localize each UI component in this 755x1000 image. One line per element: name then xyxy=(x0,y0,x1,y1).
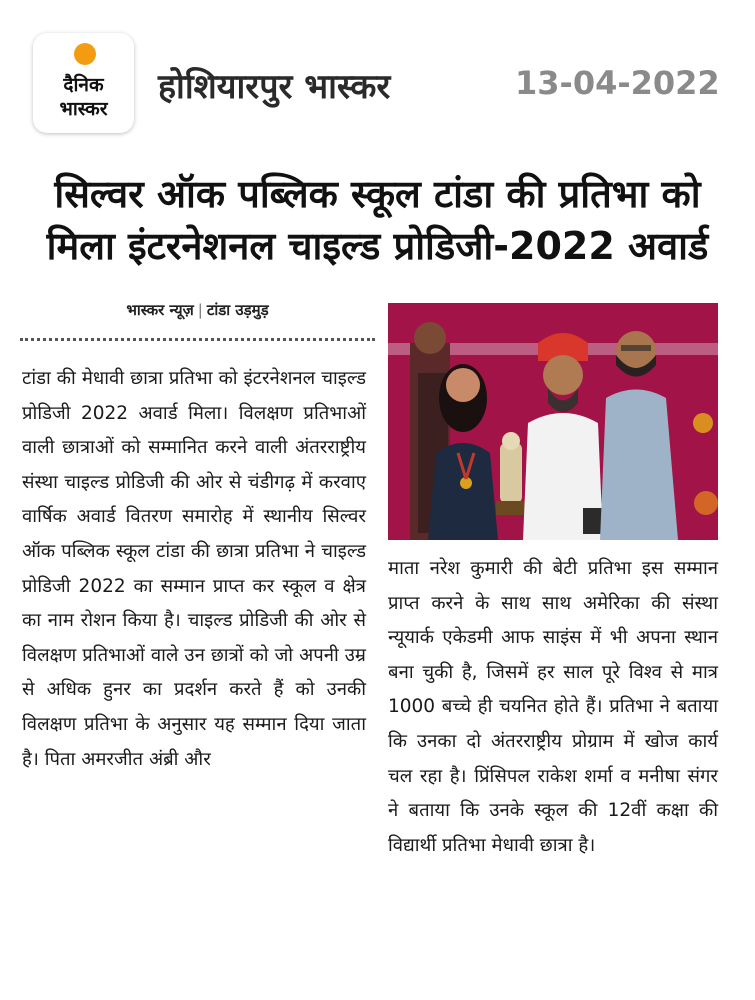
byline-location: टांडा उड़मुड़ xyxy=(206,301,269,319)
award-ceremony-photo xyxy=(388,303,718,540)
article-headline: सिल्वर ऑक पब्लिक स्कूल टांडा की प्रतिभा को मिला इंटरनेशनल चाइल्ड प्रोडिजी-2022 अवार्ड xyxy=(46,172,709,268)
byline-separator: | xyxy=(197,301,203,319)
page-header xyxy=(0,0,755,150)
logo-text-line1: दैनिक xyxy=(63,74,104,96)
dainik-bhaskar-logo[interactable] xyxy=(33,33,134,133)
article-body-left-column: टांडा की मेधावी छात्रा प्रतिभा को इंटरनेशनल चाइल्ड प्रोडिजी 2022 अवार्ड मिला। विलक्षण प्रतिभाओं वाली छात्राओं को सम्मानित करने वाली अंतरराष्ट्रीय संस्था चाइल्ड प्रोडिजी की ओर से चंडीगढ़ में करवाए वार्षिक अवार्ड वितरण समारोह में स्थानीय सिल्वर ऑक पब्लिक स्कूल टांडा की छात्रा प्रतिभा ने चाइल्ड प्रोडिजी 2022 का सम्मान प्राप्त कर स्कूल व क्षेत्र का नाम रोशन किया है। चाइल्ड प्रोडिजी की ओर से विलक्षण प्रतिभाओं वाले उन छात्रों को जो अपनी उम्र से अधिक हुनर का प्रदर्शन करते हैं को उनकी विलक्षण प्रतिभा के अनुसार यह सम्मान दिया जाता है। पिता अमरजीत अंब्री और xyxy=(22,368,366,770)
logo-text-line2: भास्कर xyxy=(59,98,108,120)
edition-title: होशियारपुर भास्कर xyxy=(158,67,391,107)
publication-date: 13-04-2022 xyxy=(515,64,720,102)
article-byline xyxy=(20,300,375,320)
sun-icon xyxy=(74,43,96,65)
photo-illustration xyxy=(388,303,718,540)
article-body-right-column: माता नरेश कुमारी की बेटी प्रतिभा इस सम्मान प्राप्त करने के साथ साथ अमेरिका की संस्था न्यूयार्क एकेडमी आफ साइंस में भी अपना स्थान बना चुकी है, जिसमें हर साल पूरे विश्व से मात्र 1000 बच्चे ही चयनित होते हैं। प्रतिभा ने बताया कि उनका दो अंतरराष्ट्रीय प्रोग्राम में खोज कार्य चल रहा है। प्रिंसिपल राकेश शर्मा व मनीषा संगर ने बताया कि उनके स्कूल की 12वीं कक्षा की विद्यार्थी प्रतिभा मेधावी छात्रा है। xyxy=(388,558,718,856)
dotted-divider xyxy=(20,338,375,341)
byline-source: भास्कर न्यूज़ xyxy=(126,301,194,319)
